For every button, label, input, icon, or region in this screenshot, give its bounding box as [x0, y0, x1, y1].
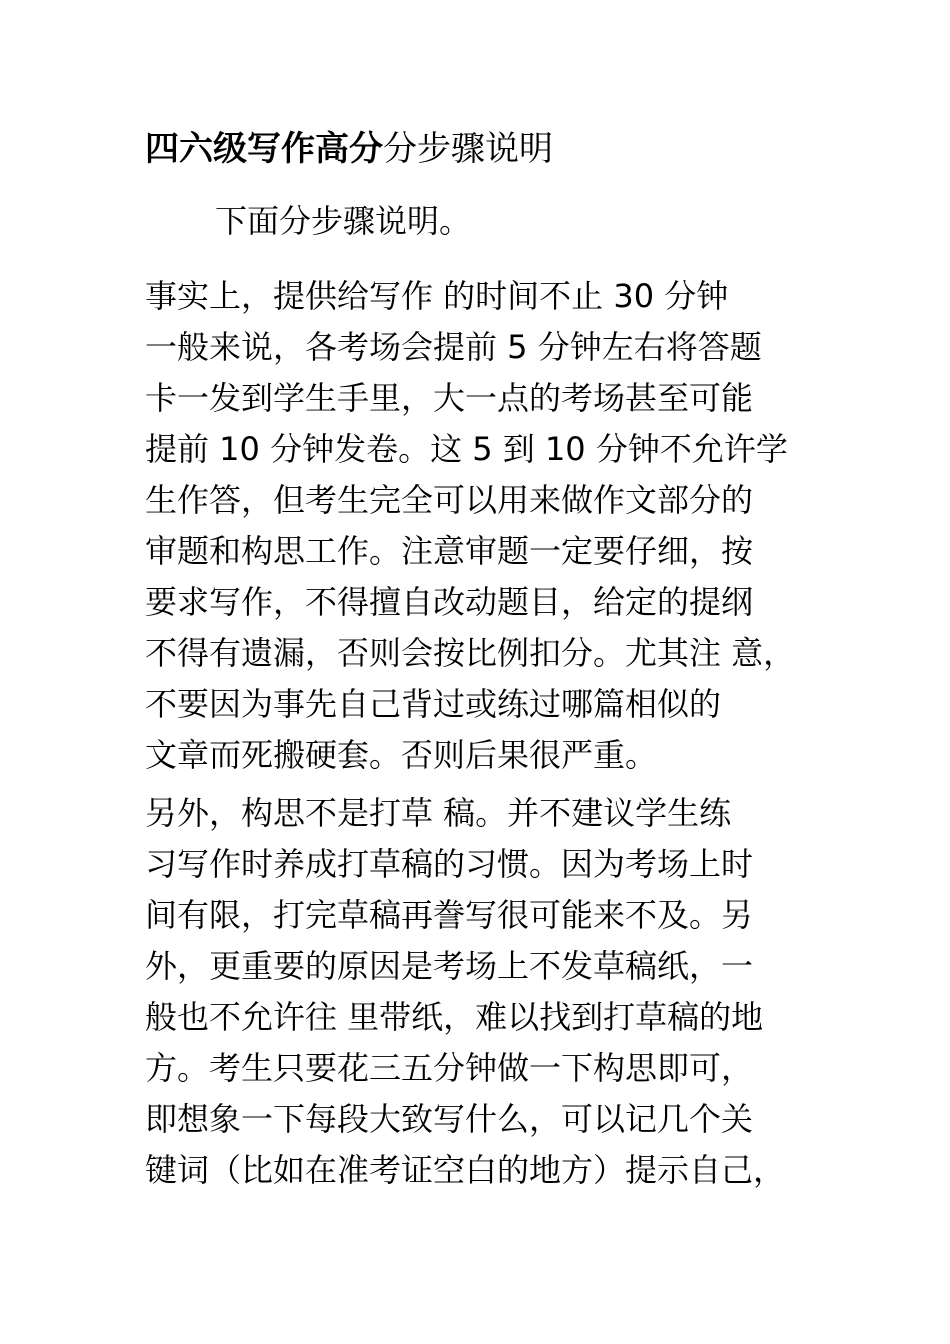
paragraph-line: 要求写作，不得擅自改动题目，给定的提纲	[145, 583, 754, 621]
paragraph-line: 外，更重要的原因是考场上不发草稿纸，一	[145, 947, 754, 985]
intro-line: 下面分步骤说明。	[215, 202, 472, 240]
paragraph-line: 方。考生只要花三五分钟做一下构思即可，	[145, 1049, 754, 1087]
paragraph-line: 文章而死搬硬套。否则后果很严重。	[145, 736, 658, 774]
paragraph-line: 键词（比如在准考证空白的地方）提示自己，	[145, 1151, 786, 1189]
paragraph-line: 即想象一下每段大致写什么，可以记几个关	[145, 1100, 754, 1138]
title-bold-part: 四六级写作高分	[145, 129, 383, 169]
paragraph-1	[145, 271, 795, 781]
paragraph-line: 间有限，打完草稿再誊写很可能来不及。另	[145, 896, 754, 934]
paragraph-line: 不得有遗漏，否则会按比例扣分。尤其注 意，	[145, 634, 796, 672]
paragraph-line: 审题和构思工作。注意审题一定要仔细，按	[145, 532, 754, 570]
paragraph-line: 提前 10 分钟发卷。这 5 到 10 分钟不允许学	[145, 430, 788, 468]
document-title	[145, 126, 553, 172]
paragraph-2	[145, 788, 785, 1196]
title-normal-part: 分步骤说明	[383, 129, 553, 169]
paragraph-line: 卡一发到学生手里，大一点的考场甚至可能	[145, 379, 754, 417]
paragraph-line: 另外，构思不是打草 稿。并不建议学生练	[145, 794, 732, 832]
paragraph-line: 般也不允许往 里带纸，难以找到打草稿的地	[145, 998, 764, 1036]
paragraph-line: 生作答，但考生完全可以用来做作文部分的	[145, 481, 754, 519]
paragraph-line: 习写作时养成打草稿的习惯。因为考场上时	[145, 845, 754, 883]
paragraph-line: 一般来说，各考场会提前 5 分钟左右将答题	[145, 328, 762, 366]
paragraph-line: 事实上，提供给写作 的时间不止 30 分钟	[145, 277, 729, 315]
paragraph-line: 不要因为事先自己背过或练过哪篇相似的	[145, 685, 722, 723]
